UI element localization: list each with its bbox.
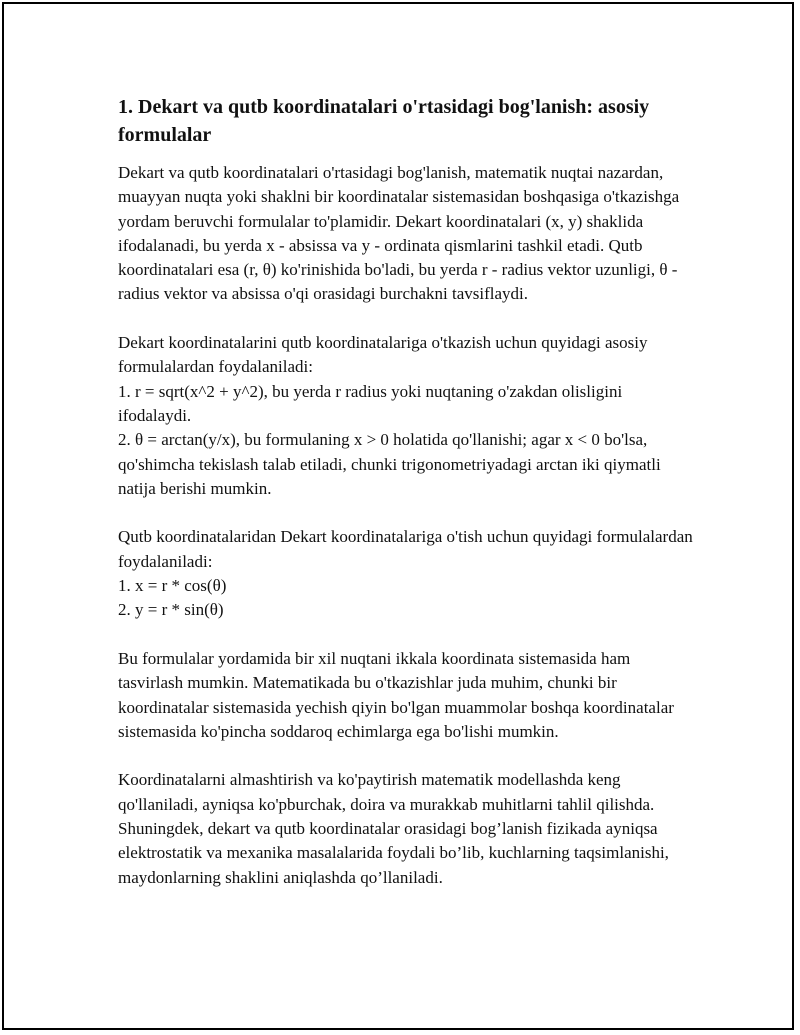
- paragraph-intro: Dekart va qutb koordinatalari o'rtasidagi bog'lanish, matematik nuqtai nazardan, muayyan nuqta yoki shaklni bir koordinatalar sistemasidan boshqasiga o'tkazishga yordam beruvchi formulalar to'plamidir. Dekart koordinatalari (x, y) shaklida ifodalanadi, bu yerda x - absissa va y - ordinata qismlarini tashkil etadi. Qutb koordinatalari esa (r, θ) ko'rinishida bo'ladi, bu yerda r - radius vektor uzunligi, θ - radius vektor va absissa o'qi orasidagi burchakni tavsiflaydi.: [118, 163, 680, 304]
- paragraph-applications: Koordinatalarni almashtirish va ko'paytirish matematik modellashda keng qo'llaniladi, ayniqsa ko'pburchak, doira va murakkab muhitlarni tahlil qilishda. Shuningdek, dekart va qutb koordinatalar orasidagi bog’lanish fizikada ayniqsa elektrostatik va mexanika masalalarida foydali bo’lib, kuchlarning taqsimlanishi, maydonlarning shaklini aniqlashda qo’llaniladi.: [118, 770, 669, 887]
- paragraph-importance: Bu formulalar yordamida bir xil nuqtani ikkala koordinata sistemasida ham tasvirlash mumkin. Matematikada bu o'tkazishlar juda muhim, chunki bir koordinatalar sistemasida yechish qiyin bo'lgan muammolar boshqa koordinatalar sistemasida ko'pincha soddaroq echimlarga ega bo'lishi mumkin.: [118, 648, 674, 741]
- document-body: [118, 93, 698, 914]
- paragraph-polar-to-cartesian: Qutb koordinatalaridan Dekart koordinatalariga o'tish uchun quyidagi formulalardan foydalaniladi: 1. x = r * cos(θ) 2. y = r * sin(θ): [118, 527, 693, 620]
- section-heading: 1. Dekart va qutb koordinatalari o'rtasidagi bog'lanish: asosiy formulalar: [118, 96, 650, 146]
- paragraph-cartesian-to-polar: Dekart koordinatalarini qutb koordinatalariga o'tkazish uchun quyidagi asosiy formulalardan foydalaniladi: 1. r = sqrt(x^2 + y^2), bu yerda r radius yoki nuqtaning o'zakdan olisligini ifodalaydi. 2. θ = arctan(y/x), bu formulaning x > 0 holatida qo'llanishi; agar x < 0 bo'lsa, qo'shimcha tekislash talab etiladi, chunki trigonometriyadagi arctan iki qiymatli natija berishi mumkin.: [118, 333, 661, 498]
